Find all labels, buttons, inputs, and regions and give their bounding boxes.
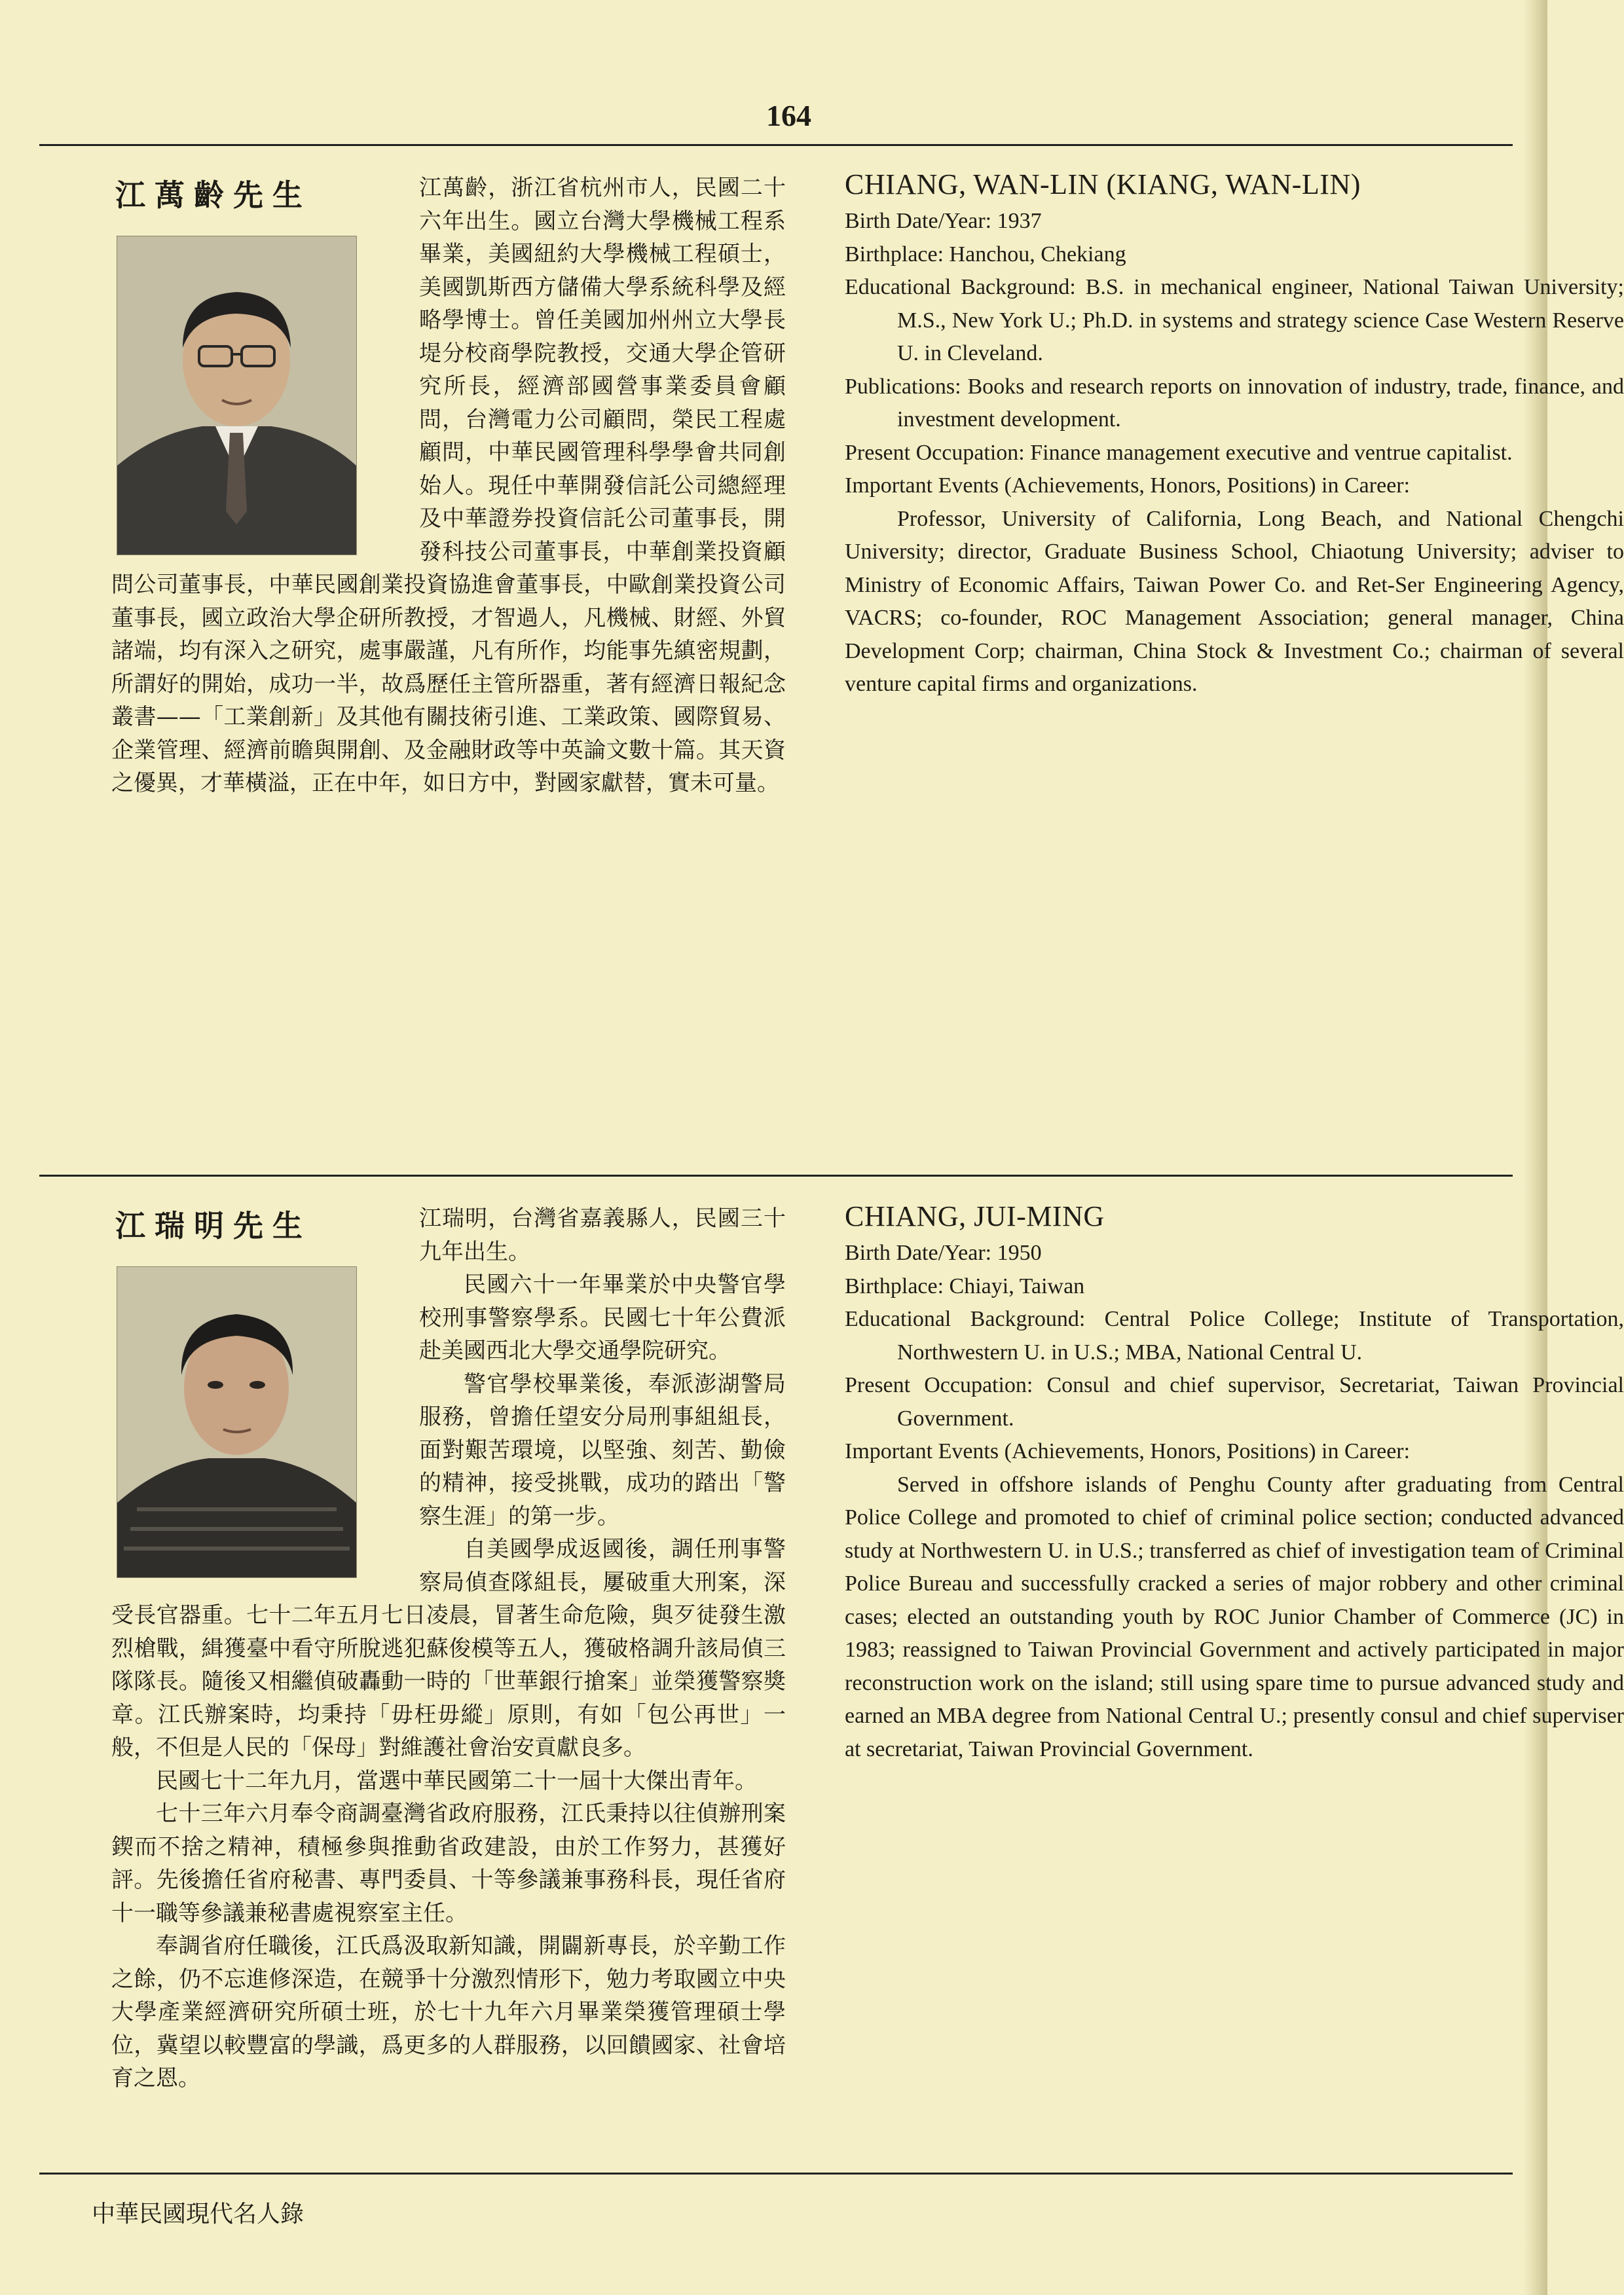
footer-rule [39,2173,1513,2175]
text-wrap-space [111,172,419,563]
biography-entry-2 [111,1200,1624,2152]
chinese-name-heading: 江瑞明先生 [115,1208,312,1243]
english-name-heading: CHIANG, JUI-MING [845,1200,1105,1232]
chinese-paragraph: 奉調省府任職後，江氏爲汲取新知識，開闢新專長，於辛勤工作之餘，仍不忘進修深造，在競爭十分激烈情形下，勉力考取國立中央大學產業經濟研究所碩士班，於七十九年六月畢業榮獲管理碩士學位，冀望以較豐富的學識，爲更多的人群服務，以回饋國家、社會培育之恩。 [111,1933,786,2091]
text-wrap-space [111,1202,419,1566]
career-paragraph: Professor, University of California, Long Beach, and National Chengchi University; director, Graduate Business School, Chiaotung University; adviser to Ministry of Economic Affairs, Taiwan Power Co. and Ret-Ser Engineering Agency, VACRS; co-founder, ROC Management Association; general manager, China Development Corp; chairman, China Stock & Investment Co.; chairman of several venture capital firms and organizations. [845,506,1624,696]
chinese-paragraph: 江瑞明，台灣省嘉義縣人，民國三十九年出生。 [419,1205,786,1265]
english-name-heading: CHIANG, WAN-LIN (KIANG, WAN-LIN) [845,168,1361,200]
english-column-2 [845,1200,1624,1766]
education-field: Educational Background: B.S. in mechanical engineer, National Taiwan University; M.S., New York U.; Ph.D. in systems and strategy science Case Western Reserve U. in Cleveland. [845,275,1624,365]
chinese-paragraph: 自美國學成返國後，調任刑事警察局偵查隊組長，屢破重大刑案，深受長官器重。七十二年五月七日凌晨，冒著生命危險，與歹徒發生激烈槍戰，緝獲臺中看守所脫逃犯蘇俊模等五人，獲破格調升該局偵三隊隊長。隨後又相繼偵破轟動一時的「世華銀行搶案」並榮獲警察獎章。江氏辦案時，均秉持「毋枉毋縱」原則，有如「包公再世」一般，不但是人民的「保母」對維護社會治安貢獻良多。 [111,1536,786,1761]
book-title-footer: 中華民國現代名人錄 [92,2201,304,2228]
chinese-name-heading: 江萬齡先生 [115,177,312,213]
english-column-1 [845,168,1624,701]
chinese-biography-text [111,172,786,800]
birthplace-field: Birthplace: Chiayi, Taiwan [845,1274,1085,1298]
birth-year-field: Birth Date/Year: 1937 [845,209,1042,233]
birthplace-field: Birthplace: Hanchou, Chekiang [845,242,1126,266]
chinese-paragraph: 警官學校畢業後，奉派澎湖警局服務，曾擔任望安分局刑事組組長，面對艱苦環境，以堅強、刻苦、勤儉的精神，接受挑戰，成功的踏出「警察生涯」的第一步。 [419,1370,786,1530]
header-rule [39,144,1513,146]
chinese-paragraph: 江萬齡，浙江省杭州市人，民國二十六年出生。國立台灣大學機械工程系畢業，美國紐約大學機械工程碩士，美國凱斯西方儲備大學系統科學及經略學博士。曾任美國加州州立大學長堤分校商學院教授，交通大學企管研究所長，經濟部國營事業委員會顧問，台灣電力公司顧問，榮民工程處顧問，中華民國管理科學學會共同創始人。現任中華開發信託公司總經理及中華證券投資信託公司董事長，開發科技公司董事長，中華創業投資顧問公司董事長，中華民國創業投資協進會董事長，中歐創業投資公司董事長，國立政治大學企研所教授，才智過人，凡機械、財經、外貿諸端，均有深入之研究，處事嚴謹，凡有所作，均能事先縝密規劃，所謂好的開始，成功一半，故爲歷任主管所器重，著有經濟日報紀念叢書——「工業創新」及其他有關技術引進、工業政策、國際貿易、企業管理、經濟前瞻與開創、及金融財政等中英論文數十篇。其天資之優異，才華橫溢，正在中年，如日方中，對國家獻替，實未可量。 [111,175,786,796]
english-biography-text [845,205,1624,701]
chinese-paragraph: 七十三年六月奉令商調臺灣省政府服務，江氏秉持以往偵辦刑案鍥而不捨之精神，積極參與推動省政建設，由於工作努力，甚獲好評。先後擔任省府秘書、專門委員、十等參議兼事務科長，現任省府十一職等參議兼秘書處視察室主任。 [111,1801,786,1926]
english-biography-text [845,1237,1624,1766]
publications-field: Publications: Books and research reports on innovation of industry, trade, finance, and investment development. [845,374,1624,431]
chinese-paragraph: 民國七十二年九月，當選中華民國第二十一屆十大傑出青年。 [156,1767,757,1794]
biography-entry-1 [111,168,1624,826]
career-paragraph: Served in offshore islands of Penghu County after graduating from Central Police College and promoted to chief of criminal police section; conducted advanced study at Northwestern U. in U.S.; transferred as chief of investigation team of Criminal Police Bureau and successfully cracked a series of major robbery and other criminal cases; elected an outstanding youth by ROC Junior Chamber of Commerce (JC) in 1983; reassigned to Taiwan Provincial Government and actively participated in major reconstruction work on the island; still using spare time to pursue advanced study and earned an MBA degree from National Central U.; presently consul and chief superviser at secretariat, Taiwan Provincial Government. [845,1472,1624,1761]
occupation-field: Present Occupation: Finance management executive and ventrue capitalist. [845,440,1513,465]
chinese-paragraph: 民國六十一年畢業於中央警官學校刑事警察學系。民國七十年公費派赴美國西北大學交通學院研究。 [419,1272,786,1364]
occupation-field: Present Occupation: Consul and chief supervisor, Secretariat, Taiwan Provincial Government. [845,1373,1624,1431]
chinese-biography-text [111,1202,786,2095]
birth-year-field: Birth Date/Year: 1950 [845,1241,1042,1265]
entry-divider-rule [39,1175,1513,1177]
important-events-field: Important Events (Achievements, Honors, Positions) in Career: [845,1439,1411,1463]
education-field: Educational Background: Central Police College; Institute of Transportation, Northwestern U. in U.S.; MBA, National Central U. [845,1307,1624,1365]
important-events-field: Important Events (Achievements, Honors, Positions) in Career: [845,473,1411,498]
page-number: 164 [766,99,811,132]
